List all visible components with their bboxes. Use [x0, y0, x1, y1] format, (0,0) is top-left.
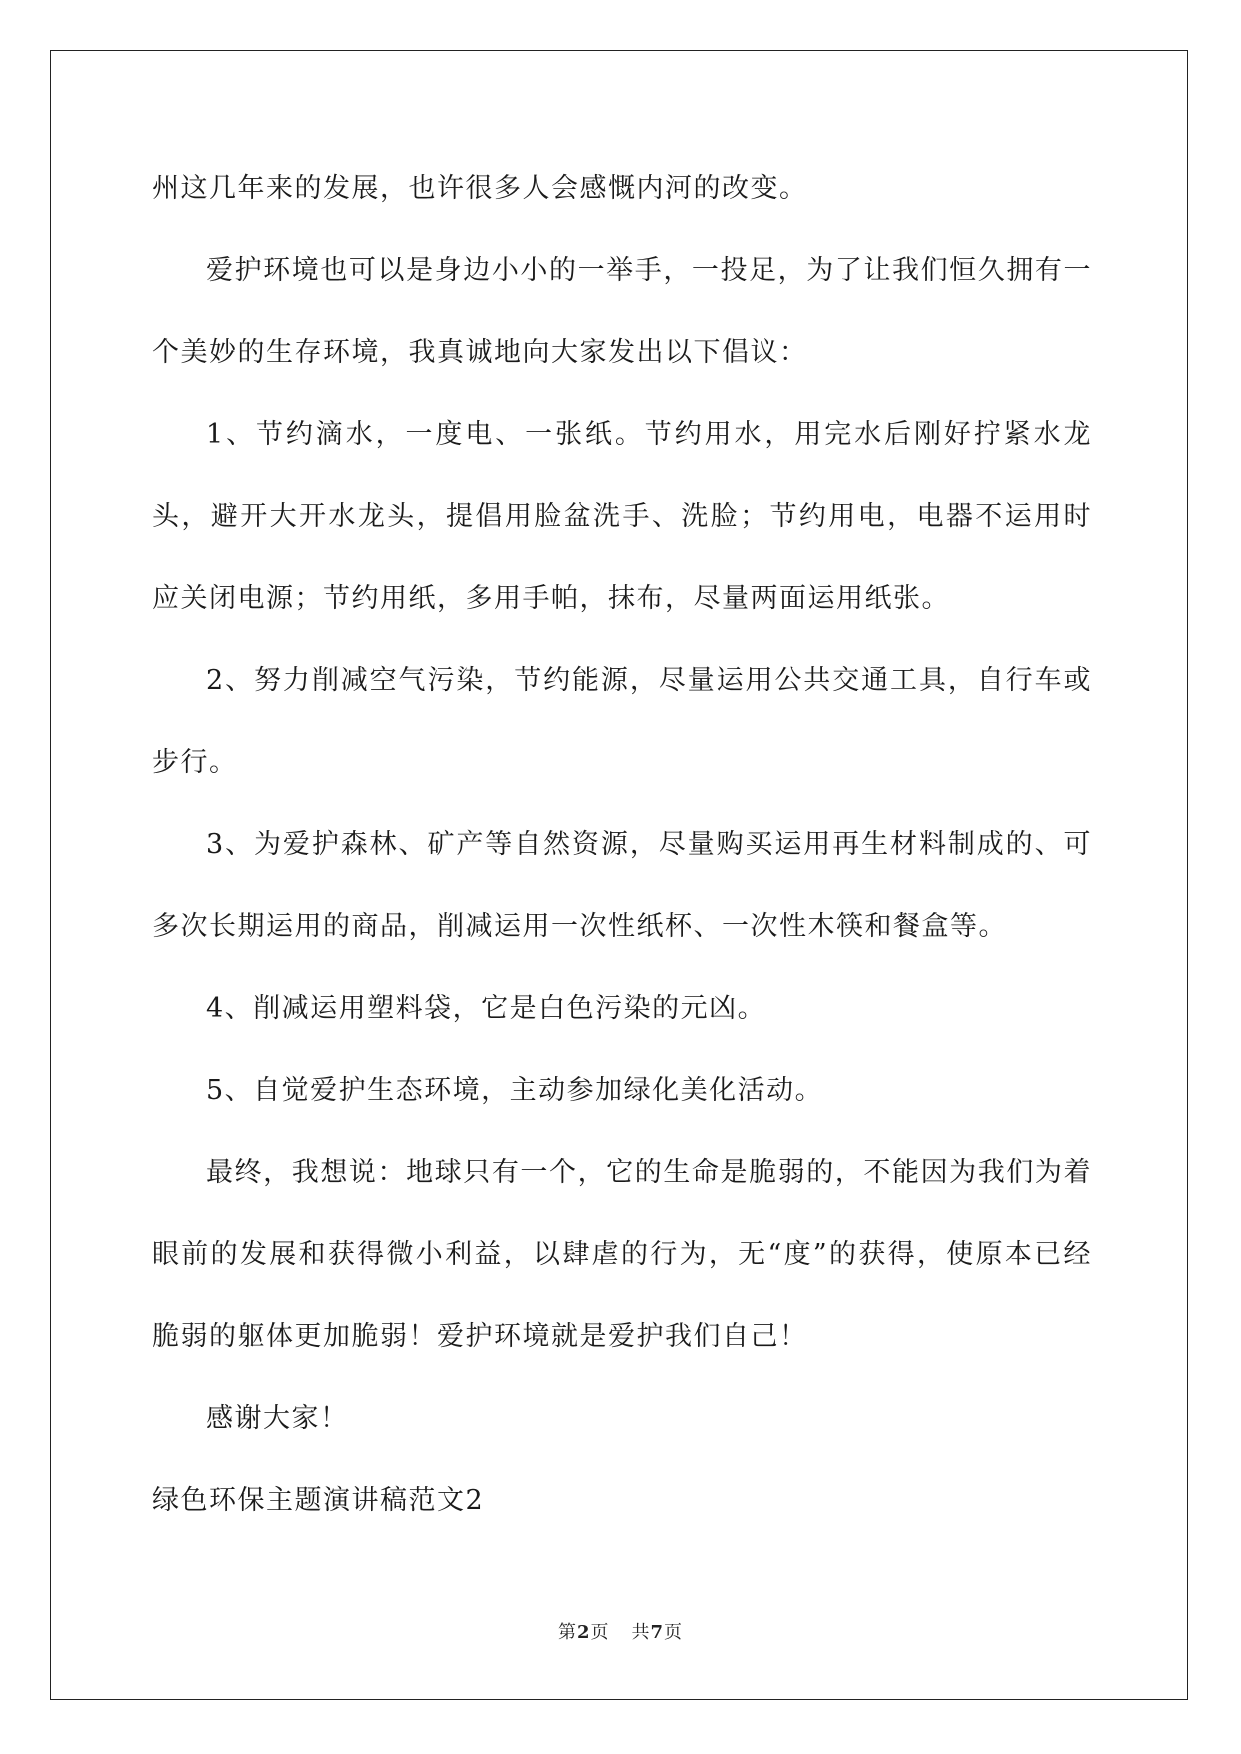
paragraph-item-3: 3、为爱护森林、矿产等自然资源，尽量购买运用再生材料制成的、可多次长期运用的商品，削减运用一次性纸杯、一次性木筷和餐盒等。 — [152, 829, 1092, 942]
paragraph-item-4: 4、削减运用塑料袋，它是白色污染的元凶。 — [206, 993, 767, 1024]
paragraph-intro: 爱护环境也可以是身边小小的一举手，一投足，为了让我们恒久拥有一个美妙的生存环境，我真诚地向大家发出以下倡议： — [152, 255, 1092, 368]
page-total-number: 7 — [650, 1622, 665, 1643]
paragraph-conclusion: 最终，我想说：地球只有一个，它的生命是脆弱的，不能因为我们为着眼前的发展和获得微小利益，以肆虐的行为，无“度”的获得，使原本已经脆弱的躯体更加脆弱！爱护环境就是爱护我们自己！ — [152, 1157, 1092, 1352]
continued-paragraph: 州这几年来的发展，也许很多人会感慨内河的改变。 — [152, 173, 808, 204]
paragraph-thanks: 感谢大家！ — [206, 1403, 349, 1434]
page-label-suffix: 页 — [590, 1622, 610, 1643]
paragraph-item-5: 5、自觉爱护生态环境，主动参加绿化美化活动。 — [206, 1075, 824, 1106]
page-footer — [0, 1618, 1241, 1644]
page-label-prefix: 第 — [557, 1622, 577, 1643]
paragraph-item-2: 2、努力削减空气污染，节约能源，尽量运用公共交通工具，自行车或步行。 — [152, 665, 1092, 778]
total-label-suffix: 页 — [664, 1622, 684, 1643]
page-current-number: 2 — [576, 1622, 591, 1643]
section-heading: 绿色环保主题演讲稿范文2 — [152, 1485, 485, 1516]
paragraph-item-1: 1、节约滴水，一度电、一张纸。节约用水，用完水后刚好拧紧水龙头，避开大开水龙头，提倡用脸盆洗手、洗脸；节约用电，电器不运用时应关闭电源；节约用纸，多用手帕，抹布，尽量两面运用纸张。 — [152, 419, 1092, 614]
document-body — [152, 148, 1092, 1542]
total-label-prefix: 共 — [631, 1622, 651, 1643]
